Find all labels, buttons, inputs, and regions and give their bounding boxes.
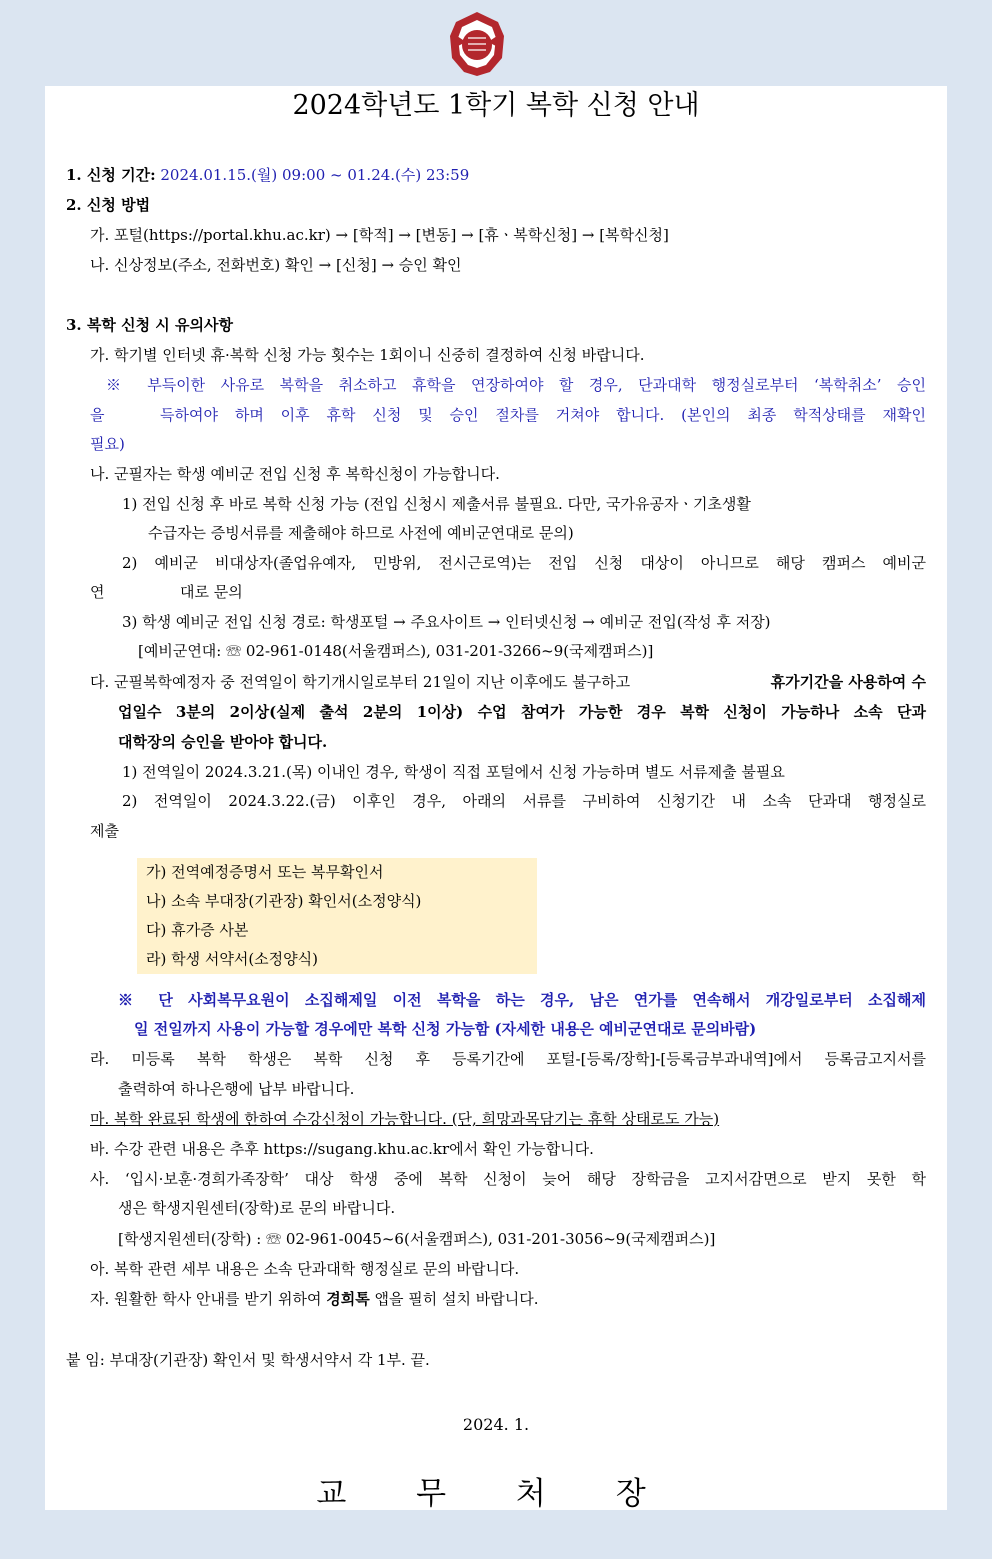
note-na-2-line-2a: 연 bbox=[90, 583, 105, 601]
student-support-contact: [학생지원센터(장학) : ☏ 02-961-0045~6(서울캠퍼스), 031-201-3056~9(국제캠퍼스)] bbox=[118, 1230, 716, 1248]
social-service-note-line-2: 일 전일까지 사용이 가능할 경우에만 복학 신청 가능함 (자세한 내용은 예비군연대로 문의바람) bbox=[134, 1020, 757, 1038]
note-ga-cancel-line-2b: 득하여야 하며 이후 휴학 신청 및 승인 절차를 거쳐야 합니다. (본인의 최종 학적상태를 재확인 bbox=[160, 406, 926, 424]
note-na-1-line-1: 1) 전입 신청 후 바로 복학 신청 가능 (전입 신청시 제출서류 불필요. 다만, 국가유공자ㆍ기초생활 bbox=[122, 495, 751, 513]
note-ga-cancel-line-3: 필요) bbox=[90, 435, 125, 453]
doc-item: 나) 소속 부대장(기관장) 확인서(소정양식) bbox=[146, 892, 422, 910]
doc-item: 다) 휴가증 사본 bbox=[146, 921, 249, 939]
application-period-value: 2024.01.15.(월) 09:00 ~ 01.24.(수) 23:59 bbox=[160, 166, 470, 184]
doc-item: 가) 전역예정증명서 또는 복무확인서 bbox=[146, 863, 384, 881]
issuer-signature: 교 무 처 장 bbox=[316, 1476, 676, 1512]
note-ja bbox=[90, 1289, 539, 1309]
note-ja-text-1: 자. 원활한 학사 안내를 받기 위하여 bbox=[90, 1290, 322, 1308]
section-2-heading: 2. 신청 방법 bbox=[66, 196, 151, 214]
doc-item: 라) 학생 서약서(소정양식) bbox=[146, 950, 318, 968]
note-da-item-2-line-2: 제출 bbox=[90, 822, 119, 840]
note-ra-line-1: 라. 미등록 복학 학생은 복학 신청 후 등록기간에 포털-[등록/장학]-[등록금부과내역]에서 등록금고지서를 bbox=[90, 1050, 926, 1068]
document-date: 2024. 1. bbox=[462, 1415, 530, 1434]
note-da-item-2-line-1: 2) 전역일이 2024.3.22.(금) 이후인 경우, 아래의 서류를 구비하여 신청기간 내 소속 단과대 행정실로 bbox=[122, 792, 926, 810]
note-da-line-3: 대학장의 승인을 받아야 합니다. bbox=[118, 733, 328, 751]
note-na: 나. 군필자는 학생 예비군 전입 신청 후 복학신청이 가능합니다. bbox=[90, 465, 500, 483]
note-ga: 가. 학기별 인터넷 휴·복학 신청 가능 횟수는 1회이니 신중히 결정하여 신청 바랍니다. bbox=[90, 346, 645, 364]
note-ga-cancel-line-2a: 을 bbox=[90, 406, 105, 424]
reserve-contact: [예비군연대: ☏ 02-961-0148(서울캠퍼스), 031-201-3266~9(국제캠퍼스)] bbox=[138, 642, 654, 660]
note-sa-line-2: 생은 학생지원센터(장학)로 문의 바랍니다. bbox=[118, 1199, 396, 1217]
note-na-2-line-2b: 대로 문의 bbox=[180, 583, 243, 601]
method-ga: 가. 포털(https://portal.khu.ac.kr) → [학적] → [변동] → [휴ㆍ복학신청] → [복학신청] bbox=[90, 226, 669, 244]
note-na-3-line-1: 3) 학생 예비군 전입 신청 경로: 학생포털 → 주요사이트 → 인터넷신청 → 예비군 전입(작성 후 저장) bbox=[122, 613, 771, 631]
note-ja-text-2: 앱을 필히 설치 바랍니다. bbox=[374, 1290, 539, 1308]
app-name: 경희톡 bbox=[326, 1290, 370, 1308]
note-na-1-line-2: 수급자는 증빙서류를 제출해야 하므로 사전에 예비군연대로 문의) bbox=[148, 524, 574, 542]
note-sa-line-1: 사. ‘입시·보훈·경희가족장학’ 대상 학생 중에 복학 신청이 늦어 해당 장학금을 고지서감면으로 받지 못한 학 bbox=[90, 1170, 926, 1188]
application-period-label: 1. 신청 기간: bbox=[66, 166, 156, 184]
note-ba: 바. 수강 관련 내용은 추후 https://sugang.khu.ac.kr에서 확인 가능합니다. bbox=[90, 1140, 594, 1158]
note-ra-line-2: 출력하여 하나은행에 납부 바랍니다. bbox=[118, 1080, 355, 1098]
note-da-line-1-text: 다. 군필복학예정자 중 전역일이 학기개시일로부터 21일이 지난 이후에도 불구하고 bbox=[90, 673, 631, 691]
section-1 bbox=[66, 165, 469, 185]
document-title: 2024학년도 1학기 복학 신청 안내 bbox=[292, 90, 700, 121]
note-a: 아. 복학 관련 세부 내용은 소속 단과대학 행정실로 문의 바랍니다. bbox=[90, 1260, 520, 1278]
note-da-line-1-bold: 휴가기간을 사용하여 수 bbox=[770, 673, 926, 691]
note-da-line-1 bbox=[90, 672, 926, 692]
section-3-heading: 3. 복학 신청 시 유의사항 bbox=[66, 316, 233, 334]
note-na-2-line-1: 2) 예비군 비대상자(졸업유예자, 민방위, 전시근로역)는 전입 신청 대상이 아니므로 해당 캠퍼스 예비군 bbox=[122, 554, 926, 572]
attachment-line: 붙 임: 부대장(기관장) 확인서 및 학생서약서 각 1부. 끝. bbox=[66, 1351, 430, 1369]
note-da-item-1: 1) 전역일이 2024.3.21.(목) 이내인 경우, 학생이 직접 포털에서 신청 가능하며 별도 서류제출 불필요 bbox=[122, 763, 785, 781]
note-ga-cancel-line-1: ※ 부득이한 사유로 복학을 취소하고 휴학을 연장하여야 할 경우, 단과대학 행정실로부터 ‘복학취소’ 승인 bbox=[106, 376, 926, 394]
note-da-line-2: 업일수 3분의 2이상(실제 출석 2분의 1이상) 수업 참여가 가능한 경우 복학 신청이 가능하나 소속 단과 bbox=[118, 703, 926, 721]
method-na: 나. 신상정보(주소, 전화번호) 확인 → [신청] → 승인 확인 bbox=[90, 256, 462, 274]
university-seal-logo bbox=[446, 8, 508, 80]
note-ma: 마. 복학 완료된 학생에 한하여 수강신청이 가능합니다. (단, 희망과목담기는 휴학 상태로도 가능) bbox=[90, 1110, 720, 1128]
social-service-note-line-1: ※ 단 사회복무요원이 소집해제일 이전 복학을 하는 경우, 남은 연가를 연속해서 개강일로부터 소집해제 bbox=[118, 991, 926, 1009]
